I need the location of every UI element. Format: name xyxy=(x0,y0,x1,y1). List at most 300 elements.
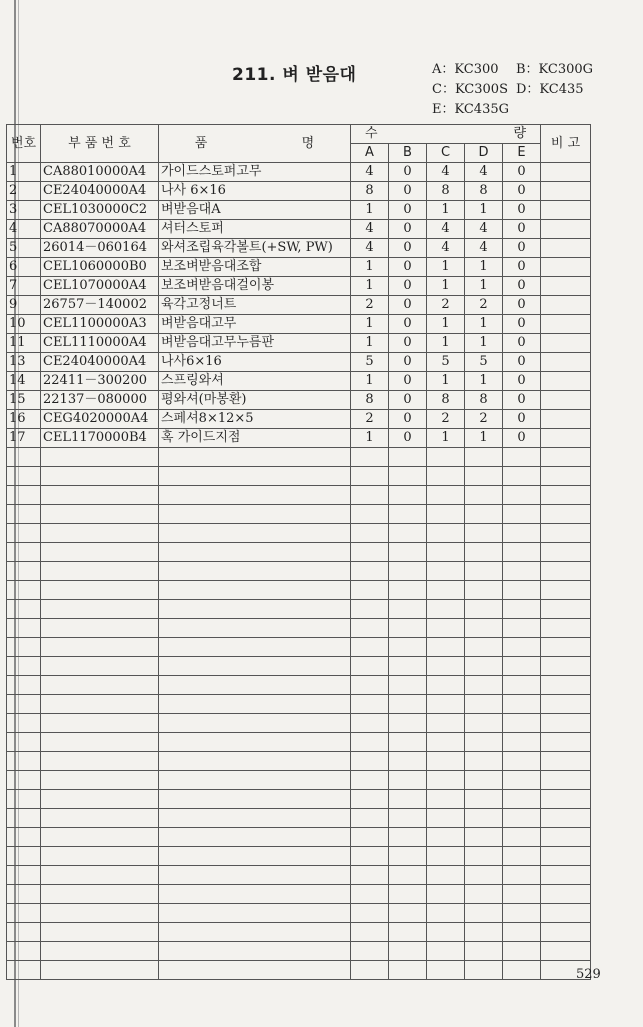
quantity-a: 8 xyxy=(351,391,389,410)
quantity-e: 0 xyxy=(503,372,541,391)
empty-cell xyxy=(465,505,503,524)
quantity-e: 0 xyxy=(503,163,541,182)
empty-cell xyxy=(465,467,503,486)
model-code: C：KC300S xyxy=(432,82,508,97)
quantity-b: 0 xyxy=(389,220,427,239)
empty-cell xyxy=(7,657,41,676)
quantity-a: 1 xyxy=(351,201,389,220)
part-name: 평와셔(마봉환) xyxy=(159,391,351,410)
empty-cell xyxy=(159,809,351,828)
empty-cell xyxy=(465,486,503,505)
empty-cell xyxy=(427,866,465,885)
quantity-e: 0 xyxy=(503,239,541,258)
quantity-e: 0 xyxy=(503,410,541,429)
empty-cell xyxy=(159,581,351,600)
quantity-e: 0 xyxy=(503,391,541,410)
empty-cell xyxy=(159,676,351,695)
empty-cell xyxy=(389,505,427,524)
quantity-e: 0 xyxy=(503,353,541,372)
empty-cell xyxy=(427,657,465,676)
empty-cell xyxy=(465,543,503,562)
empty-cell xyxy=(159,942,351,961)
remarks-cell xyxy=(541,315,591,334)
empty-cell xyxy=(41,847,159,866)
row-number: 1 xyxy=(7,163,41,182)
empty-cell xyxy=(159,923,351,942)
empty-cell xyxy=(7,923,41,942)
remarks-cell xyxy=(541,258,591,277)
row-number: 6 xyxy=(7,258,41,277)
empty-cell xyxy=(159,657,351,676)
row-number: 14 xyxy=(7,372,41,391)
empty-cell xyxy=(503,695,541,714)
quantity-d: 8 xyxy=(465,182,503,201)
empty-cell xyxy=(7,809,41,828)
empty-cell xyxy=(159,448,351,467)
empty-cell xyxy=(427,961,465,980)
part-number: CA88070000A4 xyxy=(41,220,159,239)
empty-cell xyxy=(389,524,427,543)
table-row xyxy=(7,239,591,258)
empty-cell xyxy=(7,847,41,866)
empty-cell xyxy=(389,866,427,885)
row-number: 11 xyxy=(7,334,41,353)
empty-cell xyxy=(41,505,159,524)
quantity-d: 1 xyxy=(465,201,503,220)
table-row xyxy=(7,334,591,353)
remarks-cell xyxy=(541,334,591,353)
quantity-b: 0 xyxy=(389,258,427,277)
empty-cell xyxy=(7,562,41,581)
quantity-b: 0 xyxy=(389,277,427,296)
part-number: CEL1110000A4 xyxy=(41,334,159,353)
empty-cell xyxy=(351,790,389,809)
empty-cell xyxy=(159,638,351,657)
empty-cell xyxy=(465,847,503,866)
empty-cell xyxy=(541,638,591,657)
part-number: CE24040000A4 xyxy=(41,353,159,372)
part-number: CEG4020000A4 xyxy=(41,410,159,429)
part-number: CEL1070000A4 xyxy=(41,277,159,296)
part-number: CEL1100000A3 xyxy=(41,315,159,334)
quantity-c: 8 xyxy=(427,391,465,410)
empty-cell xyxy=(427,543,465,562)
empty-cell xyxy=(541,904,591,923)
empty-cell xyxy=(427,752,465,771)
empty-cell xyxy=(351,961,389,980)
empty-table-row xyxy=(7,828,591,847)
parts-table-body xyxy=(7,163,591,980)
empty-cell xyxy=(427,790,465,809)
empty-cell xyxy=(41,714,159,733)
empty-cell xyxy=(7,733,41,752)
empty-cell xyxy=(389,904,427,923)
empty-cell xyxy=(427,619,465,638)
row-number: 5 xyxy=(7,239,41,258)
quantity-c: 1 xyxy=(427,315,465,334)
empty-cell xyxy=(351,619,389,638)
header-quantity-left: 수 xyxy=(365,126,378,141)
empty-cell xyxy=(351,543,389,562)
empty-cell xyxy=(503,866,541,885)
empty-cell xyxy=(159,771,351,790)
empty-cell xyxy=(465,714,503,733)
empty-table-row xyxy=(7,923,591,942)
quantity-e: 0 xyxy=(503,182,541,201)
table-row xyxy=(7,277,591,296)
empty-cell xyxy=(159,619,351,638)
table-row xyxy=(7,315,591,334)
empty-cell xyxy=(7,524,41,543)
empty-cell xyxy=(7,714,41,733)
empty-cell xyxy=(389,771,427,790)
empty-cell xyxy=(503,600,541,619)
empty-cell xyxy=(389,809,427,828)
remarks-cell xyxy=(541,429,591,448)
empty-cell xyxy=(541,714,591,733)
empty-cell xyxy=(351,752,389,771)
quantity-c: 4 xyxy=(427,220,465,239)
header-remarks: 비 고 xyxy=(541,125,591,163)
table-row xyxy=(7,372,591,391)
empty-cell xyxy=(7,828,41,847)
empty-cell xyxy=(465,638,503,657)
empty-cell xyxy=(541,752,591,771)
empty-cell xyxy=(503,638,541,657)
empty-cell xyxy=(159,733,351,752)
empty-cell xyxy=(503,923,541,942)
page-number: 529 xyxy=(576,967,601,982)
empty-cell xyxy=(351,733,389,752)
empty-cell xyxy=(41,923,159,942)
part-name: 셔터스토퍼 xyxy=(159,220,351,239)
part-name: 보조벼받음대조합 xyxy=(159,258,351,277)
empty-cell xyxy=(541,486,591,505)
empty-table-row xyxy=(7,467,591,486)
empty-cell xyxy=(41,771,159,790)
empty-cell xyxy=(503,809,541,828)
header-name-right: 명 xyxy=(301,135,315,151)
empty-cell xyxy=(427,505,465,524)
quantity-d: 8 xyxy=(465,391,503,410)
empty-table-row xyxy=(7,505,591,524)
empty-cell xyxy=(7,695,41,714)
empty-cell xyxy=(503,847,541,866)
empty-table-row xyxy=(7,600,591,619)
part-name: 혹 가이드지점 xyxy=(159,429,351,448)
empty-cell xyxy=(427,714,465,733)
quantity-a: 1 xyxy=(351,315,389,334)
table-row xyxy=(7,201,591,220)
table-row xyxy=(7,258,591,277)
empty-cell xyxy=(41,790,159,809)
empty-cell xyxy=(7,752,41,771)
empty-cell xyxy=(465,961,503,980)
empty-cell xyxy=(159,600,351,619)
quantity-a: 2 xyxy=(351,410,389,429)
empty-cell xyxy=(503,581,541,600)
quantity-d: 1 xyxy=(465,315,503,334)
empty-cell xyxy=(41,809,159,828)
empty-cell xyxy=(351,505,389,524)
empty-cell xyxy=(159,961,351,980)
empty-table-row xyxy=(7,695,591,714)
table-row xyxy=(7,410,591,429)
quantity-a: 8 xyxy=(351,182,389,201)
quantity-b: 0 xyxy=(389,353,427,372)
quantity-b: 0 xyxy=(389,163,427,182)
remarks-cell xyxy=(541,277,591,296)
empty-cell xyxy=(427,638,465,657)
empty-cell xyxy=(41,676,159,695)
empty-cell xyxy=(503,524,541,543)
page-title: 211. 벼 받음대 xyxy=(232,65,357,85)
quantity-a: 4 xyxy=(351,163,389,182)
quantity-c: 2 xyxy=(427,296,465,315)
empty-cell xyxy=(541,657,591,676)
quantity-a: 4 xyxy=(351,220,389,239)
empty-cell xyxy=(541,828,591,847)
empty-cell xyxy=(541,581,591,600)
remarks-cell xyxy=(541,163,591,182)
empty-cell xyxy=(541,448,591,467)
empty-table-row xyxy=(7,942,591,961)
empty-table-row xyxy=(7,847,591,866)
empty-cell xyxy=(427,771,465,790)
remarks-cell xyxy=(541,353,591,372)
quantity-a: 1 xyxy=(351,334,389,353)
empty-cell xyxy=(389,961,427,980)
empty-table-row xyxy=(7,657,591,676)
empty-table-row xyxy=(7,676,591,695)
table-row xyxy=(7,220,591,239)
remarks-cell xyxy=(541,372,591,391)
empty-cell xyxy=(541,809,591,828)
empty-cell xyxy=(541,790,591,809)
empty-table-row xyxy=(7,885,591,904)
quantity-d: 2 xyxy=(465,410,503,429)
empty-cell xyxy=(389,543,427,562)
header-quantity xyxy=(351,125,541,144)
model-legend-row xyxy=(432,80,600,100)
row-number: 10 xyxy=(7,315,41,334)
empty-cell xyxy=(389,467,427,486)
model-code: B：KC300G xyxy=(516,62,594,77)
empty-cell xyxy=(541,676,591,695)
remarks-cell xyxy=(541,410,591,429)
empty-table-row xyxy=(7,638,591,657)
model-legend xyxy=(432,60,600,120)
quantity-e: 0 xyxy=(503,258,541,277)
quantity-a: 5 xyxy=(351,353,389,372)
empty-cell xyxy=(351,638,389,657)
part-number: CE24040000A4 xyxy=(41,182,159,201)
empty-cell xyxy=(41,904,159,923)
empty-cell xyxy=(389,790,427,809)
empty-cell xyxy=(41,581,159,600)
empty-cell xyxy=(465,733,503,752)
empty-cell xyxy=(465,676,503,695)
empty-table-row xyxy=(7,961,591,980)
quantity-d: 1 xyxy=(465,258,503,277)
part-number: CEL1170000B4 xyxy=(41,429,159,448)
empty-cell xyxy=(351,600,389,619)
empty-cell xyxy=(41,448,159,467)
quantity-c: 4 xyxy=(427,239,465,258)
empty-cell xyxy=(351,657,389,676)
empty-cell xyxy=(503,657,541,676)
empty-cell xyxy=(465,448,503,467)
empty-cell xyxy=(427,486,465,505)
empty-cell xyxy=(427,600,465,619)
empty-cell xyxy=(41,752,159,771)
quantity-b: 0 xyxy=(389,429,427,448)
empty-cell xyxy=(7,505,41,524)
empty-cell xyxy=(503,752,541,771)
empty-cell xyxy=(159,505,351,524)
remarks-cell xyxy=(541,239,591,258)
empty-cell xyxy=(351,486,389,505)
empty-cell xyxy=(389,695,427,714)
empty-cell xyxy=(7,619,41,638)
empty-cell xyxy=(465,809,503,828)
empty-cell xyxy=(159,752,351,771)
empty-cell xyxy=(503,961,541,980)
empty-cell xyxy=(465,828,503,847)
empty-table-row xyxy=(7,809,591,828)
model-legend-row xyxy=(432,60,600,80)
empty-cell xyxy=(41,733,159,752)
empty-cell xyxy=(465,524,503,543)
empty-cell xyxy=(503,714,541,733)
empty-cell xyxy=(389,885,427,904)
quantity-a: 4 xyxy=(351,239,389,258)
empty-cell xyxy=(465,904,503,923)
empty-cell xyxy=(389,657,427,676)
empty-cell xyxy=(159,695,351,714)
empty-table-row xyxy=(7,543,591,562)
empty-table-row xyxy=(7,771,591,790)
empty-cell xyxy=(427,562,465,581)
empty-cell xyxy=(41,638,159,657)
empty-cell xyxy=(159,467,351,486)
remarks-cell xyxy=(541,182,591,201)
empty-cell xyxy=(389,562,427,581)
quantity-d: 1 xyxy=(465,277,503,296)
part-name: 벼받음대고무누름판 xyxy=(159,334,351,353)
quantity-a: 2 xyxy=(351,296,389,315)
remarks-cell xyxy=(541,296,591,315)
table-row xyxy=(7,429,591,448)
model-legend-row xyxy=(432,100,600,120)
quantity-e: 0 xyxy=(503,315,541,334)
empty-cell xyxy=(541,733,591,752)
empty-cell xyxy=(427,847,465,866)
empty-cell xyxy=(503,619,541,638)
empty-cell xyxy=(503,904,541,923)
quantity-b: 0 xyxy=(389,410,427,429)
empty-cell xyxy=(351,828,389,847)
empty-cell xyxy=(389,923,427,942)
empty-cell xyxy=(465,562,503,581)
part-name: 육각고정너트 xyxy=(159,296,351,315)
empty-cell xyxy=(389,638,427,657)
empty-cell xyxy=(7,676,41,695)
empty-table-row xyxy=(7,904,591,923)
empty-cell xyxy=(389,828,427,847)
empty-cell xyxy=(541,866,591,885)
quantity-a: 1 xyxy=(351,372,389,391)
header-part-number: 부 품 번 호 xyxy=(41,125,159,163)
empty-cell xyxy=(351,467,389,486)
empty-cell xyxy=(7,942,41,961)
empty-cell xyxy=(503,942,541,961)
header-col-e: E xyxy=(503,144,541,163)
empty-cell xyxy=(7,486,41,505)
empty-cell xyxy=(7,581,41,600)
empty-cell xyxy=(7,600,41,619)
quantity-e: 0 xyxy=(503,277,541,296)
empty-cell xyxy=(503,467,541,486)
empty-cell xyxy=(427,923,465,942)
empty-cell xyxy=(427,828,465,847)
empty-cell xyxy=(159,524,351,543)
empty-cell xyxy=(351,695,389,714)
quantity-d: 2 xyxy=(465,296,503,315)
empty-cell xyxy=(7,543,41,562)
empty-cell xyxy=(389,619,427,638)
header-quantity-right: 량 xyxy=(513,126,526,141)
empty-cell xyxy=(503,733,541,752)
empty-cell xyxy=(503,486,541,505)
table-row xyxy=(7,163,591,182)
empty-cell xyxy=(41,600,159,619)
row-number: 2 xyxy=(7,182,41,201)
empty-table-row xyxy=(7,448,591,467)
empty-cell xyxy=(41,942,159,961)
quantity-a: 1 xyxy=(351,258,389,277)
empty-cell xyxy=(7,771,41,790)
quantity-e: 0 xyxy=(503,334,541,353)
empty-cell xyxy=(427,809,465,828)
empty-cell xyxy=(427,885,465,904)
empty-cell xyxy=(159,562,351,581)
empty-cell xyxy=(427,733,465,752)
empty-cell xyxy=(159,885,351,904)
quantity-b: 0 xyxy=(389,334,427,353)
empty-cell xyxy=(465,790,503,809)
quantity-d: 5 xyxy=(465,353,503,372)
part-number: 26757－140002 xyxy=(41,296,159,315)
part-name: 벼받음대A xyxy=(159,201,351,220)
empty-cell xyxy=(541,543,591,562)
empty-cell xyxy=(389,942,427,961)
empty-cell xyxy=(503,543,541,562)
row-number: 3 xyxy=(7,201,41,220)
row-number: 13 xyxy=(7,353,41,372)
quantity-d: 1 xyxy=(465,429,503,448)
model-code: D：KC435 xyxy=(516,82,584,97)
quantity-d: 4 xyxy=(465,239,503,258)
quantity-c: 4 xyxy=(427,163,465,182)
empty-cell xyxy=(465,581,503,600)
table-row xyxy=(7,182,591,201)
empty-cell xyxy=(41,828,159,847)
empty-cell xyxy=(159,790,351,809)
empty-cell xyxy=(351,942,389,961)
empty-cell xyxy=(541,942,591,961)
empty-cell xyxy=(465,752,503,771)
